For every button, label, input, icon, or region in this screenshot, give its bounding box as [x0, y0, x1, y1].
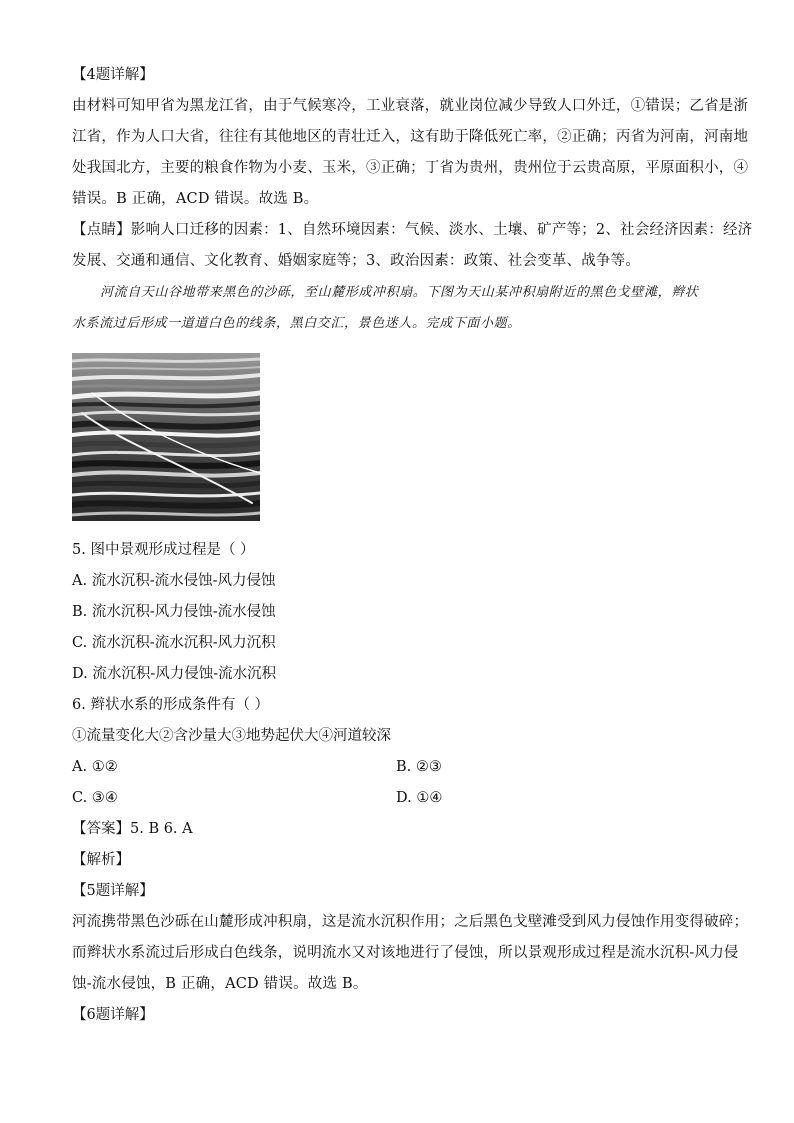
q6-option-c: C. ③④ — [72, 790, 118, 806]
q5-option-c: C. 流水沉积-流水沉积-风力沉积 — [72, 635, 276, 651]
q4-detail-header: 【4题详解】 — [72, 67, 154, 83]
document-page — [72, 60, 753, 1031]
paragraph-line: 发展、交通和通信、文化教育、婚姻家庭等；3、政治因素：政策、社会变革、战争等。 — [72, 253, 641, 269]
paragraph-line: 错误。B 正确，ACD 错误。故选 B。 — [72, 191, 319, 207]
gobi-braided-river-photo — [72, 353, 260, 521]
q5-option-a: A. 流水沉积-流水侵蚀-风力侵蚀 — [72, 573, 276, 589]
material-paragraph — [72, 277, 724, 339]
analysis-header: 【解析】 — [72, 852, 130, 868]
q5-detail-paragraph — [72, 907, 749, 1000]
paragraph-line: 河流自天山谷地带来黑色的沙砾，至山麓形成冲积扇。下图为天山某冲积扇附近的黑色戈壁滩，辫状 — [100, 285, 699, 300]
paragraph-line: 而辫状水系流过后形成白色线条，说明流水又对该地进行了侵蚀，所以景观形成过程是流水沉积-风力侵 — [72, 945, 739, 961]
q6-stem: 6. 辫状水系的形成条件有（ ） — [72, 697, 270, 713]
paragraph-line: 河流携带黑色沙砾在山麓形成冲积扇，这是流水沉积作用；之后黑色戈壁滩受到风力侵蚀作用变得破碎； — [72, 914, 749, 930]
answer-line: 【答案】5. B 6. A — [72, 821, 193, 837]
tips-paragraph — [72, 215, 753, 277]
q5-detail-header: 【5题详解】 — [72, 883, 154, 899]
q5-stem: 5. 图中景观形成过程是（ ） — [72, 542, 255, 558]
paragraph-line: 处我国北方，主要的粮食作物为小麦、玉米，③正确；丁省为贵州，贵州位于云贵高原，平原面积小，④ — [72, 160, 749, 176]
q6-option-a: A. ①② — [72, 759, 118, 775]
paragraph-line: 【点睛】影响人口迁移的因素：1、自然环境因素：气候、淡水、土壤、矿产等；2、社会经济因素：经济 — [72, 222, 753, 238]
q6-option-b: B. ②③ — [396, 759, 442, 775]
q6-conditions: ①流量变化大②含沙量大③地势起伏大④河道较深 — [72, 728, 391, 744]
paragraph-line: 由材料可知甲省为黑龙江省，由于气候寒冷，工业衰落，就业岗位减少导致人口外迁，①错误；乙省是浙 — [72, 98, 749, 114]
q6-options-row — [72, 783, 724, 814]
q4-detail-paragraph — [72, 91, 749, 215]
q6-option-d: D. ①④ — [396, 790, 443, 806]
q5-option-d: D. 流水沉积-风力侵蚀-流水沉积 — [72, 666, 277, 682]
paragraph-line: 水系流过后形成一道道白色的线条，黑白交汇，景色迷人。完成下面小题。 — [72, 316, 521, 331]
q5-option-b: B. 流水沉积-风力侵蚀-流水侵蚀 — [72, 604, 276, 620]
q6-detail-header: 【6题详解】 — [72, 1007, 154, 1023]
q6-options-row — [72, 752, 724, 783]
paragraph-line: 江省，作为人口大省，往往有其他地区的青壮迁入，这有助于降低死亡率，②正确；丙省为河南，河南地 — [72, 129, 749, 145]
paragraph-line: 蚀-流水侵蚀，B 正确，ACD 错误。故选 B。 — [72, 976, 368, 992]
